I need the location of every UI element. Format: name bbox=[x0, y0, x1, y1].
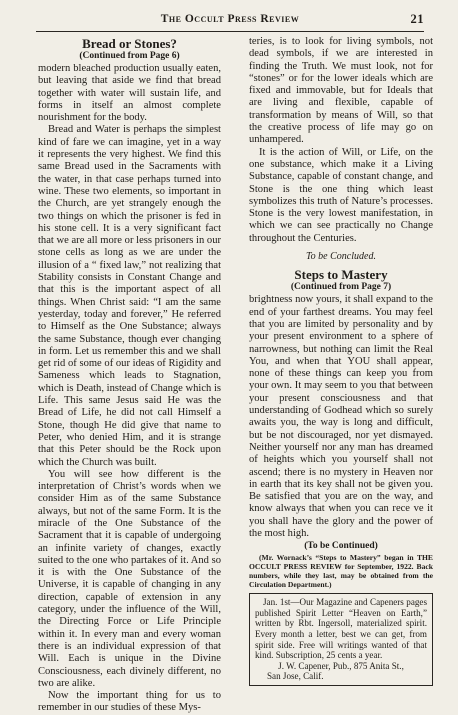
page-number: 21 bbox=[410, 12, 424, 26]
header-rule bbox=[36, 31, 424, 32]
right-column bbox=[249, 36, 433, 686]
paragraph: teries, is to look for living symbols, not dead symbols, if we are interested in finding the Truth. We must look, not for “stones” or for the lower ideals which are fixed and immovable, but for Ideals that are living and flexible, capable of transformation by means of Will, so that the creative process of life may go on unhampered. bbox=[249, 36, 433, 146]
article-title-steps-to-mastery: Steps to Mastery bbox=[294, 267, 388, 283]
editor-note: (Mr. Wornack’s “Steps to Mastery” began in THE OCCULT PRESS REVIEW for September, 1922. Back numbers, while they last, may be obtained from the Circulation Department.) bbox=[249, 553, 433, 590]
advertisement-body: Jan. 1st—Our Magazine and Capeners pages published Spirit Letter “Heaven on Earth,” written by Rbt. Ingersoll, materialized spirit. Every month a letter, best we can get, from spirit side. Free will writings wanted of that kind. Subscription, 25 cents a year. bbox=[255, 597, 427, 661]
to-be-continued-note: (To be Continued) bbox=[304, 541, 378, 552]
magazine-title: The Occult Press Review bbox=[160, 13, 300, 25]
to-be-concluded-note: To be Concluded. bbox=[306, 251, 376, 263]
continued-notice: (Continued from Page 7) bbox=[290, 282, 392, 293]
paragraph: You will see how different is the interpretation of Christ’s words when we consider Him as of the same Substance always, but not of the same Form. It is the miracle of the One Substance of the Sacrament that it is capable of undergoing an infinite variety of changes, exactly suited to the one who partakes of it. And so it is with the One Substance of the Universe, it is capable of changing in any direction, capable of extension in any category, under the influence of the Will, the Directing Force or Life Principle within it. In every man and every woman there is an individual expression of that Will. Each is unique in the Divine Consciousness, each divinely different, no two are alike. bbox=[38, 468, 221, 689]
advertisement-box bbox=[249, 594, 433, 686]
continued-notice: (Continued from Page 6) bbox=[79, 51, 180, 61]
left-column bbox=[38, 36, 221, 715]
advertisement-address-line: San Jose, Calif. bbox=[267, 671, 324, 682]
paragraph: modern bleached production usually eaten, but leaving that aside we find that bread together with water will sustain life, and forms in itself an almost complete nourishment for the body. bbox=[38, 63, 221, 124]
paragraph: It is the action of Will, or Life, on the one substance, which make it a Living Substance, capable of constant change, and Stone is the one thing which least symbolizes this truth of Nature’s processes. Stone is the very lowest manifestation, in which we can see practically no Change throughout the Centuries. bbox=[249, 146, 433, 244]
paragraph: Now the important thing for us to remember in our studies of these Mys- bbox=[38, 690, 221, 714]
article-title-bread-or-stones: Bread or Stones? bbox=[82, 36, 177, 51]
paragraph: brightness now yours, it shall expand to the end of your farthest dreams. You may feel that you are limited by personality and by your present environment to a sphere of narrowness, but nothing can limit the Real You, and when that YOU shall appear, none of these things can keep you from your own. It may seem to you that between your present consciousness and that understanding of Godhead which so surely awaits you, the way is long and difficult, but be not discouraged, nor yet dismayed. Neither yourself nor any man has dreamed of heights which you yourself shall not ascend; there is no mystery in Heaven nor in earth that its key shall not be given you. Be satisfied that you are on the way, and know always that when you can rece ve it you shall have the glory and the power of the most high. bbox=[249, 294, 433, 539]
advertisement-address-line: J. W. Capener, Pub., 875 Anita St., bbox=[278, 660, 404, 671]
running-header bbox=[36, 10, 424, 28]
paragraph: Bread and Water is perhaps the simplest kind of fare we can imagine, yet in a way it represents the very highest. We find this same Bread used in the Sacraments with the water, in that case perhaps turned into wine. These two elements, so important in the Church, are yet strangely enough the two things on which the prisoner is fed in his stone cell. It is a very significant fact that we are all more or less prisoners in our stone cells as long as we are under the illusion of a “ fixed law,” not realizing that Stability consists in Constant Change and that this is the important aspect of all things. When Christ said: “I am the same yesterday, today and forever,” He referred to Himself as the One Substance; always the same Substance, though ever changing in form. Let us remember this and we shall get rid of some of our ideas of Rigidity and Sameness which leads to Stagnation, which is Death, instead of Change which is Life. This same Jesus said He was the Bread of Life, he did not call Himself a Stone, though He did give that name to Peter, who denied Him, and it is strange that this Peter should be the Rock upon which the Church was built. bbox=[38, 124, 221, 468]
